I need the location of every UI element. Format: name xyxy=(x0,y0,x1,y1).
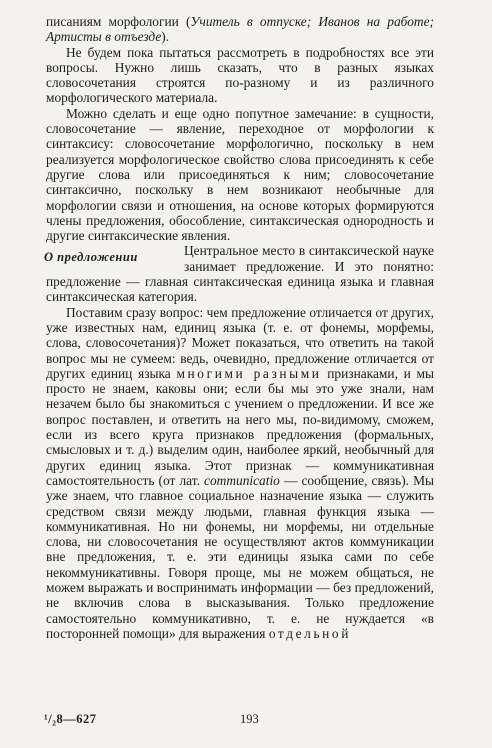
printer-signature: ¹/₂8—627 xyxy=(44,712,97,726)
page-number: 193 xyxy=(240,712,259,726)
paragraph-0-tail: ). xyxy=(161,29,170,45)
paragraph-4-part-b: признаками, и мы просто не знаем, каковы они; если бы мы это уже знали, нам незачем было бы знакомиться с учением о предложении. И все же вопрос поставлен, и ответить на него мы, по-видимому, сможем, если из всего круга признаков предложения (формальных, смысловых и т. д.) выделим один, наиболее яркий, необычный для других единиц языка. Этот признак — коммуникативная самостоятельность (от лат. xyxy=(46,365,434,488)
section-block xyxy=(46,243,434,304)
example-sentences: Учитель в отпуске; Иванов на работе; Артисты в отъезде xyxy=(46,14,434,45)
paragraph-1: Не будем пока пытаться рассмотреть в подробностях все эти вопросы. Нужно лишь сказать, что в разных языках словосочетания строятся по-разному и из различного морфологического материала. xyxy=(46,44,434,106)
paragraph-continuation xyxy=(46,14,434,45)
paragraph-4 xyxy=(46,305,434,642)
latin-term: communicatio xyxy=(204,472,280,488)
paragraph-0-lead: писаниям морфологии ( xyxy=(46,14,191,29)
paragraph-4-part-c: — сообщение, связь). Мы уже знаем, что главное социальное назначение языка — служить средством связи между людьми, главная функция языка — коммуникативная. Но ни фонемы, ни морфемы, ни отдельные слова, ни словосочетания не осуществляют актов коммуникации вне предложения, т. е. эти единицы языка сами по себе некоммуникативны. Говоря проще, мы не можем общаться, не можем выражать и воспринимать информации — без предложений, не включив слова в высказывания. Только предложение самостоятельно коммуникативно, т. е. не нуждается «в посторонней помощи» для выражения xyxy=(46,472,434,641)
paragraph-2: Можно сделать и еще одно попутное замечание: в сущности, словосочетание — явление, переходное от морфологии к синтаксису: словосочетание морфологично, поскольку в нем реализуется морфологическое свойство слова присоединять к себе другие слова или присоединяться к ним; словосочетание синтаксично, поскольку в нем возникают необычные для морфологии связи и отношения, на основе которых формируются члены предложения, обособление, синтаксическая однородность и другие синтаксические явления. xyxy=(46,105,434,244)
spaced-emphasis: многими разными xyxy=(176,365,322,381)
spaced-emphasis-end: отдельной xyxy=(268,625,351,641)
paragraph-4-part-a: Поставим сразу вопрос: чем предложение отличается от других, уже известных нам, единиц языка (т. е. от фонемы, морфемы, слова, словосочетания)? Может показаться, что ответить на такой вопрос мы не сумеем: ведь, очевидно, предложение отличается от других единиц языка xyxy=(46,304,434,381)
paragraph-3: Центральное место в синтаксической науке занимает предложение. И это понятно: предложение — главная синтаксическая единица языка и главная синтаксическая категория. xyxy=(46,243,434,305)
section-side-heading: О предложении xyxy=(44,250,138,265)
page-footer xyxy=(44,712,434,728)
